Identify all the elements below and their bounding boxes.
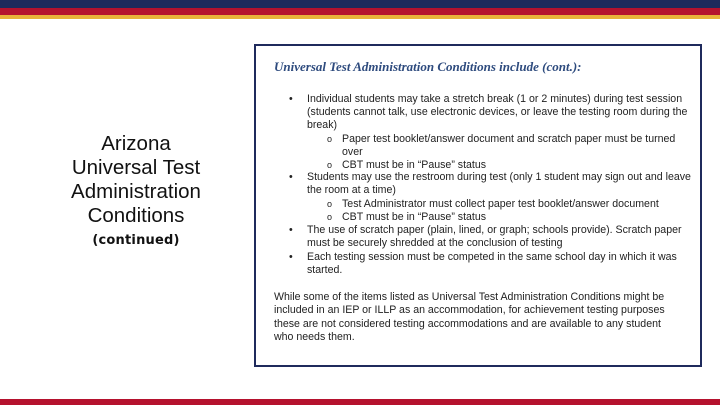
document-excerpt bbox=[254, 44, 702, 367]
sub-bullet-text: CBT must be in “Pause” status bbox=[342, 211, 487, 224]
slide-title-line: Conditions bbox=[87, 204, 185, 227]
closing-paragraph: While some of the items listed as Universal Test Administration Conditions might be included in an IEP or ILLP as an accommodation, for achievement testing purposes these are not considered testing accommodations and are available to any student who needs them. bbox=[274, 290, 665, 344]
bullet-dot-icon: • bbox=[289, 250, 293, 263]
bullet-dot-icon: • bbox=[289, 93, 293, 105]
bullet-text: Each testing session must be competed in the same school day in which it was started. bbox=[307, 250, 677, 276]
slide-title-line: Arizona bbox=[101, 132, 171, 155]
slide-title-line: Administration bbox=[71, 180, 201, 203]
sub-bullet-icon: o bbox=[327, 159, 333, 170]
header-stripe-gold bbox=[0, 15, 720, 19]
slide-title-line: Universal Test bbox=[71, 156, 201, 179]
bullet-item bbox=[256, 171, 700, 197]
footer-stripe-red bbox=[0, 399, 720, 405]
bullet-item bbox=[256, 251, 700, 277]
header-stripe-navy bbox=[0, 0, 720, 8]
sub-bullet-text: Test Administrator must collect paper test booklet/answer document bbox=[342, 198, 659, 211]
sub-bullet-icon: o bbox=[327, 212, 333, 223]
bullet-dot-icon: • bbox=[289, 224, 293, 237]
sub-bullet-icon: o bbox=[327, 199, 333, 210]
document-heading: Universal Test Administration Conditions include (cont.): bbox=[274, 59, 582, 74]
sub-bullet-icon: o bbox=[327, 133, 333, 144]
sub-bullet-item bbox=[256, 211, 700, 224]
sub-bullet-item bbox=[256, 159, 700, 172]
document-body bbox=[256, 93, 700, 345]
bullet-item bbox=[256, 93, 700, 132]
sub-bullet-item bbox=[256, 198, 700, 211]
sub-bullet-text: Paper test booklet/answer document and scratch paper must be turned over bbox=[342, 132, 676, 158]
header-stripe-red bbox=[0, 8, 720, 15]
slide-title bbox=[52, 132, 220, 228]
bullet-text: Students may use the restroom during test (only 1 student may sign out and leave the room at a time) bbox=[307, 171, 691, 197]
bullet-item bbox=[256, 224, 700, 250]
bullet-dot-icon: • bbox=[289, 171, 293, 184]
sub-bullet-item bbox=[256, 133, 700, 159]
slide-subtitle: (continued) bbox=[92, 233, 180, 248]
bullet-text: Individual students may take a stretch break (1 or 2 minutes) during test session (students cannot talk, use electronic devices, or leave the testing room during the break) bbox=[307, 93, 688, 131]
bullet-text: The use of scratch paper (plain, lined, or graph; schools provide). Scratch paper must be securely shredded at the conclusion of testing bbox=[307, 224, 682, 249]
sub-bullet-text: CBT must be in “Pause” status bbox=[342, 158, 487, 171]
